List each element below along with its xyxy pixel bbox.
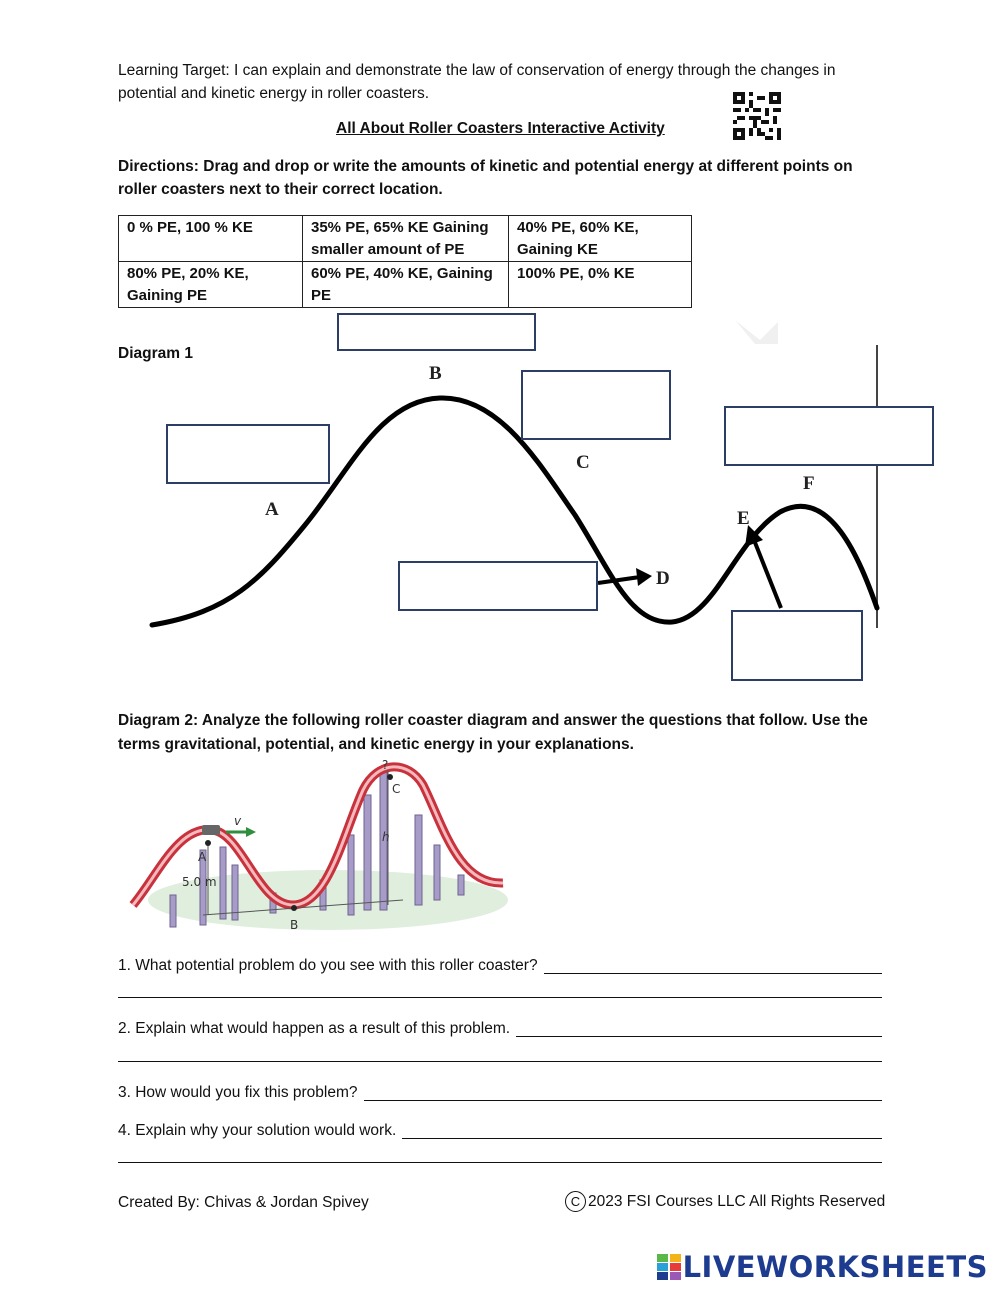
option-cell[interactable]: 60% PE, 40% KE, Gaining PE <box>303 262 509 308</box>
question-3 <box>118 1082 882 1106</box>
liveworksheets-logo[interactable] <box>657 1250 988 1284</box>
energy-options-table <box>118 215 692 308</box>
question-2-text: 2. Explain what would happen as a result of this problem. <box>118 1020 511 1037</box>
point-b-label-2: B <box>290 918 299 932</box>
question-3-answer-field[interactable] <box>364 1082 882 1101</box>
question-mark-label: ? <box>382 758 389 772</box>
arrow-to-e <box>754 540 781 608</box>
option-cell[interactable]: 40% PE, 60% KE, Gaining KE <box>509 216 692 262</box>
question-4-answer-line-2[interactable] <box>118 1162 882 1163</box>
question-3-text: 3. How would you fix this problem? <box>118 1084 358 1101</box>
diagram-2-heading-line-2: terms gravitational, potential, and kinetic energy in your explanations. <box>118 736 634 753</box>
created-by: Created By: Chivas & Jordan Spivey <box>118 1194 369 1211</box>
drop-box-e[interactable] <box>731 610 863 681</box>
point-a-label: A <box>265 499 279 520</box>
liveworksheets-logo-text: LIVEWORKSHEETS <box>682 1250 988 1284</box>
diagram-2-heading-line-1: Diagram 2: Analyze the following roller coaster diagram and answer the questions that follow. Use the <box>118 712 868 729</box>
drop-box-a[interactable] <box>166 424 330 484</box>
question-4-answer-field[interactable] <box>402 1120 882 1139</box>
question-2-answer-line-2[interactable] <box>118 1061 882 1062</box>
velocity-arrow-head <box>246 827 256 837</box>
page-title: All About Roller Coasters Interactive Activity <box>336 120 665 137</box>
arrow-to-d <box>598 577 640 583</box>
height-h-label: h <box>382 830 390 844</box>
watermark <box>735 320 778 344</box>
option-cell[interactable]: 80% PE, 20% KE, Gaining PE <box>119 262 303 308</box>
point-d-label: D <box>656 568 670 589</box>
table-row <box>119 216 692 262</box>
question-1-answer-line-2[interactable] <box>118 997 882 998</box>
liveworksheets-logo-icon <box>657 1254 681 1280</box>
directions-line-1: Directions: Drag and drop or write the amounts of kinetic and potential energy at different points on <box>118 158 853 175</box>
question-1-text: 1. What potential problem do you see with this roller coaster? <box>118 957 538 974</box>
learning-target-line-1: Learning Target: I can explain and demonstrate the law of conservation of energy through the changes in <box>118 62 836 79</box>
question-2 <box>118 1018 882 1042</box>
learning-target-line-2: potential and kinetic energy in roller coasters. <box>118 85 430 102</box>
point-f-label: F <box>803 473 815 494</box>
coaster-car-icon <box>202 825 220 835</box>
point-a-label-2: A <box>198 850 207 864</box>
option-cell[interactable]: 0 % PE, 100 % KE <box>119 216 303 262</box>
point-b-label: B <box>429 363 442 384</box>
roller-coaster-diagram-2 <box>128 755 510 935</box>
drop-box-c[interactable] <box>521 370 671 440</box>
option-cell[interactable]: 35% PE, 65% KE Gaining smaller amount of PE <box>303 216 509 262</box>
directions-line-2: roller coasters next to their correct location. <box>118 181 443 198</box>
point-c-label: C <box>576 452 590 473</box>
question-2-answer-field[interactable] <box>516 1018 882 1037</box>
drop-box-f[interactable] <box>724 406 934 466</box>
point-e-label: E <box>737 508 750 529</box>
point-b-dot <box>291 905 297 911</box>
drop-box-d[interactable] <box>398 561 598 611</box>
point-c-label-2: C <box>392 782 401 796</box>
drop-box-b[interactable] <box>337 313 536 351</box>
question-4-text: 4. Explain why your solution would work. <box>118 1122 397 1139</box>
question-1-answer-field[interactable] <box>544 955 882 974</box>
diagram-1-label: Diagram 1 <box>118 345 193 362</box>
point-a-dot <box>205 840 211 846</box>
copyright <box>565 1191 885 1212</box>
question-4 <box>118 1120 882 1144</box>
height-5m-label: 5.0 m <box>182 875 217 889</box>
arrow-head-d <box>636 568 652 586</box>
question-1 <box>118 955 882 979</box>
option-cell[interactable]: 100% PE, 0% KE <box>509 262 692 308</box>
point-c-dot <box>387 774 393 780</box>
qr-code-icon <box>733 92 781 140</box>
velocity-label: v <box>234 814 242 828</box>
copyright-icon: C <box>565 1191 586 1212</box>
copyright-text: 2023 FSI Courses LLC All Rights Reserved <box>588 1192 886 1210</box>
